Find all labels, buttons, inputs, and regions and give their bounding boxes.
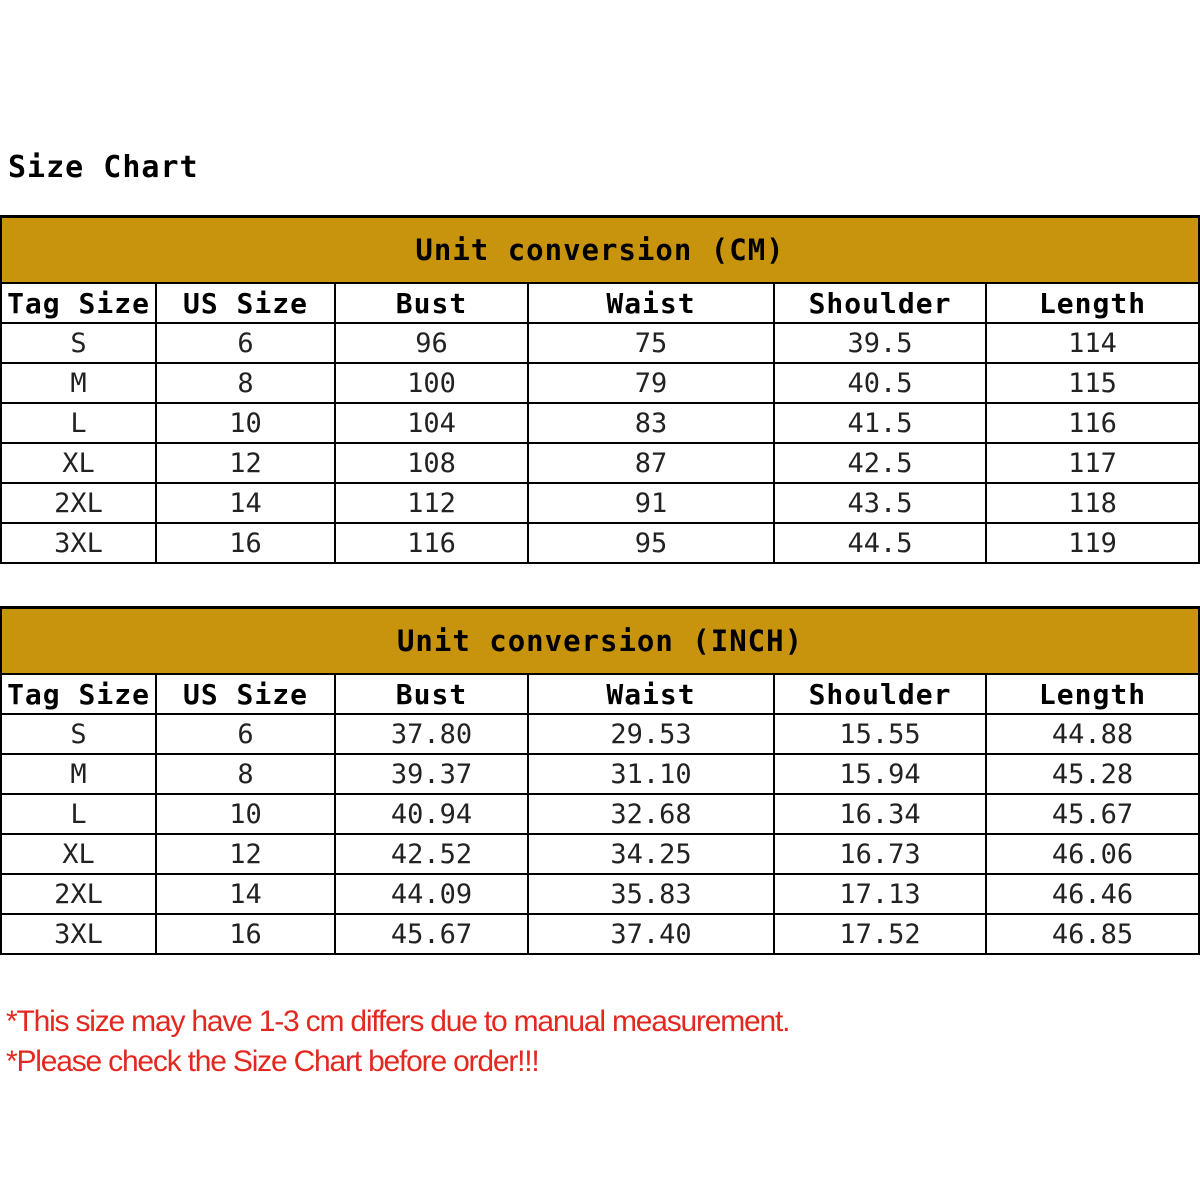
table-cell: 16	[156, 914, 335, 954]
table-cell: 118	[986, 483, 1199, 523]
table-cell: 43.5	[774, 483, 986, 523]
table-cell: 91	[528, 483, 774, 523]
table-cell: 16.73	[774, 834, 986, 874]
table-cell: 41.5	[774, 403, 986, 443]
column-header: Shoulder	[774, 283, 986, 323]
table-cell: L	[1, 403, 156, 443]
column-header: Bust	[335, 283, 528, 323]
table-cell: 96	[335, 323, 528, 363]
table-cell: 40.94	[335, 794, 528, 834]
table-cell: 75	[528, 323, 774, 363]
table-cell: 15.94	[774, 754, 986, 794]
table-cell: 114	[986, 323, 1199, 363]
table-cell: 116	[986, 403, 1199, 443]
table-cell: M	[1, 754, 156, 794]
size-notes	[6, 1002, 789, 1082]
column-header: Bust	[335, 674, 528, 714]
table-cell: 16.34	[774, 794, 986, 834]
table-cell: 44.5	[774, 523, 986, 563]
table-cell: 42.52	[335, 834, 528, 874]
table-cell: 39.5	[774, 323, 986, 363]
table-cell: XL	[1, 834, 156, 874]
column-header: Tag Size	[1, 283, 156, 323]
table-cell: 100	[335, 363, 528, 403]
table-cell: 34.25	[528, 834, 774, 874]
table-cell: 44.09	[335, 874, 528, 914]
table-cell: 79	[528, 363, 774, 403]
unit-header-row	[1, 217, 1199, 284]
table-row	[1, 483, 1199, 523]
table-cell: 46.06	[986, 834, 1199, 874]
table-row	[1, 363, 1199, 403]
size-table-cm	[0, 215, 1200, 564]
table-cell: 29.53	[528, 714, 774, 754]
table-cell: 15.55	[774, 714, 986, 754]
column-header: US Size	[156, 283, 335, 323]
column-header: Length	[986, 674, 1199, 714]
table-cell: 116	[335, 523, 528, 563]
column-header: Shoulder	[774, 674, 986, 714]
table-cell: 6	[156, 714, 335, 754]
table-cell: 117	[986, 443, 1199, 483]
table-cell: 3XL	[1, 523, 156, 563]
table-cell: L	[1, 794, 156, 834]
size-table-inch	[0, 606, 1200, 955]
table-cell: 37.80	[335, 714, 528, 754]
table-cell: 83	[528, 403, 774, 443]
table-cell: 32.68	[528, 794, 774, 834]
table-cell: XL	[1, 443, 156, 483]
table-cell: 6	[156, 323, 335, 363]
table-cell: 3XL	[1, 914, 156, 954]
table-cell: 8	[156, 363, 335, 403]
table-cell: 14	[156, 483, 335, 523]
column-header: US Size	[156, 674, 335, 714]
table-cell: 46.46	[986, 874, 1199, 914]
page-title: Size Chart	[8, 150, 199, 185]
table-cell: 46.85	[986, 914, 1199, 954]
table-row	[1, 323, 1199, 363]
table-cell: 2XL	[1, 874, 156, 914]
table-row	[1, 794, 1199, 834]
table-row	[1, 523, 1199, 563]
table-cell: 17.52	[774, 914, 986, 954]
table-row	[1, 754, 1199, 794]
table-cell: 87	[528, 443, 774, 483]
table-cell: 16	[156, 523, 335, 563]
table-cell: S	[1, 323, 156, 363]
table-cell: 45.67	[335, 914, 528, 954]
table-cell: 17.13	[774, 874, 986, 914]
column-header-row	[1, 283, 1199, 323]
table-cell: 44.88	[986, 714, 1199, 754]
table-cell: 10	[156, 403, 335, 443]
table-cell: 40.5	[774, 363, 986, 403]
table-cell: 12	[156, 443, 335, 483]
table-cell: 14	[156, 874, 335, 914]
table-cell: M	[1, 363, 156, 403]
table-cell: 2XL	[1, 483, 156, 523]
table-cell: 39.37	[335, 754, 528, 794]
table-row	[1, 914, 1199, 954]
column-header: Waist	[528, 283, 774, 323]
column-header: Tag Size	[1, 674, 156, 714]
column-header: Waist	[528, 674, 774, 714]
note-measurement: *This size may have 1-3 cm differs due to manual measurement.	[6, 1005, 790, 1038]
table-cell: 104	[335, 403, 528, 443]
table-cell: 42.5	[774, 443, 986, 483]
table-cell: 12	[156, 834, 335, 874]
table-cell: 108	[335, 443, 528, 483]
column-header-row	[1, 674, 1199, 714]
table-row	[1, 443, 1199, 483]
table-cell: 115	[986, 363, 1199, 403]
table-cell: 37.40	[528, 914, 774, 954]
note-check-chart: *Please check the Size Chart before order!!!	[6, 1045, 539, 1078]
table-cell: 119	[986, 523, 1199, 563]
table-cell: 95	[528, 523, 774, 563]
column-header: Length	[986, 283, 1199, 323]
table-row	[1, 403, 1199, 443]
table-cell: 8	[156, 754, 335, 794]
table-cell: 45.67	[986, 794, 1199, 834]
table-cell: 10	[156, 794, 335, 834]
table-cell: 45.28	[986, 754, 1199, 794]
unit-title: Unit conversion (CM)	[1, 217, 1199, 284]
unit-header-row	[1, 608, 1199, 675]
table-cell: 31.10	[528, 754, 774, 794]
unit-title: Unit conversion (INCH)	[1, 608, 1199, 675]
table-cell: 35.83	[528, 874, 774, 914]
table-cell: 112	[335, 483, 528, 523]
table-row	[1, 834, 1199, 874]
table-cell: S	[1, 714, 156, 754]
table-row	[1, 714, 1199, 754]
table-row	[1, 874, 1199, 914]
